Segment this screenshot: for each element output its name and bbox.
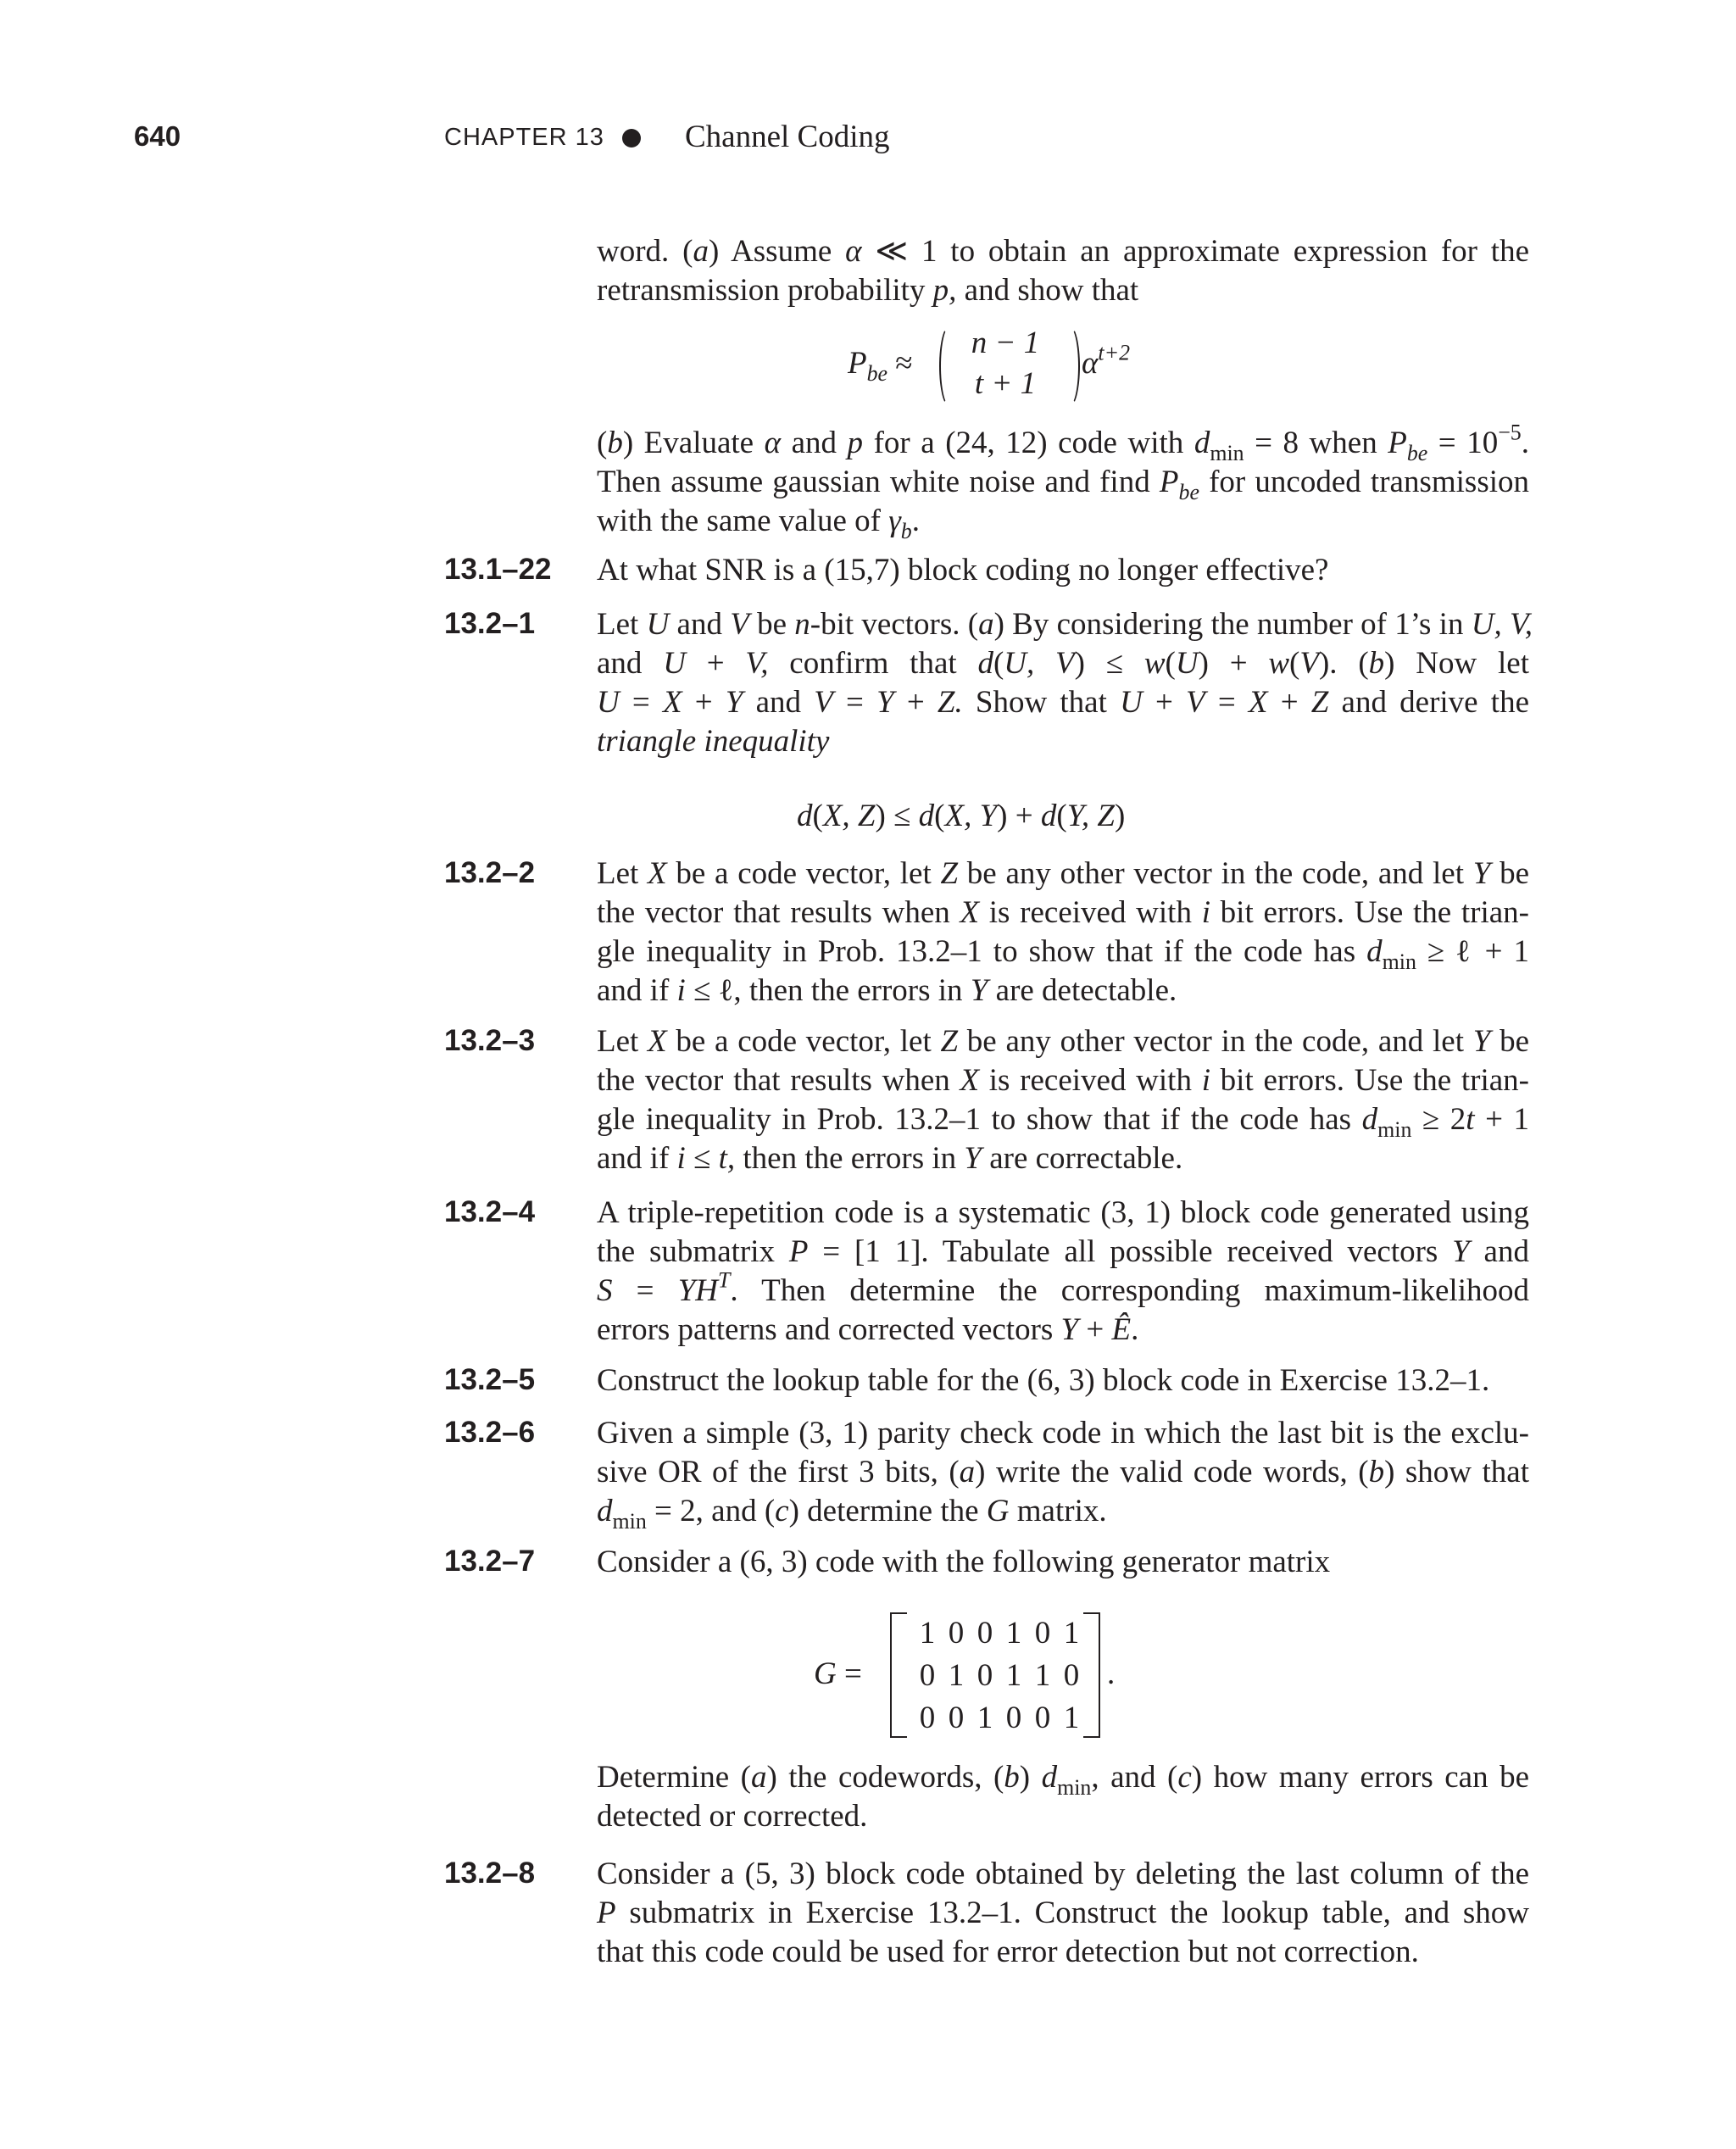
matrix-cell: 0: [919, 1658, 936, 1693]
matrix-cell: 0: [919, 1701, 936, 1735]
problem-number: 13.2–5: [444, 1363, 536, 1396]
problem-text: Consider a (5, 3) block code obtained by deleting the last column of the P submatrix in Exercise 13.2–1. Construct the lookup table, and show that this code could be used for error detection but not correction.: [597, 1857, 1529, 1969]
right-bracket: [1083, 1612, 1100, 1738]
generator-matrix: [814, 1607, 1170, 1743]
problem-text: Let X be a code vector, let Z be any other vector in the code, and let Y be the vector that results when X is received with i bit errors. Use the trian- gle inequality in Prob. 13.2–1 to show that if the code has $d_{min} \ge 2t + 1$ and if i ≤ t, then the errors in Y are correctable.: [597, 1024, 1530, 1176]
matrix-cell: 1: [1005, 1658, 1022, 1693]
chapter-label: CHAPTER 13: [444, 124, 604, 151]
problem-number: 13.2–6: [444, 1416, 536, 1449]
matrix-cell: 0: [976, 1616, 993, 1651]
binomial-equation: $P_{be}$ ≈ n − 1 t + 1 $\alpha^{t+2}$: [848, 319, 1204, 412]
matrix-cell: 1: [1063, 1701, 1080, 1735]
matrix-cell: 0: [948, 1616, 965, 1651]
matrix-cell: 0: [1034, 1701, 1051, 1735]
matrix-cell: 1: [1063, 1616, 1080, 1651]
problem-text: At what SNR is a (15,7) block coding no longer effective?: [597, 553, 1329, 587]
triangle-inequality-equation: d(X, Z) ≤ d(X, Y) + d(Y, Z): [797, 799, 1126, 833]
problem-number: 13.2–2: [444, 856, 536, 889]
left-bracket: [890, 1612, 907, 1738]
matrix-cell: 0: [1034, 1616, 1051, 1651]
problem-text: Let U and V be n-bit vectors. (a) By considering the number of 1’s in U, V, and U + V, confirm that d(U, V) ≤ w(U) + w(V). (b) Now let U = X + Y and V = Y + Z. Show that U + V = X + Z and derive the triangle inequality: [597, 607, 1533, 759]
problem-text: Given a simple (3, 1) parity check code in which the last bit is the exclu- sive OR of the first 3 bits, (a) write the valid code words, (b) show that $d_{min} = 2$, and (c) determine the G matrix.: [597, 1416, 1530, 1534]
matrix-cell: 1: [1034, 1658, 1051, 1693]
binomial-bottom: t + 1: [974, 366, 1037, 401]
problem-number: 13.1–22: [444, 553, 552, 586]
header-bullet: [622, 129, 641, 148]
problem-number: 13.2–8: [444, 1857, 536, 1890]
problem-text: A triple-repetition code is a systematic (3, 1) block code generated using the submatrix P = [1 1]. Tabulate all possible received vectors Y and $S = YH^T$. Then determine the corresponding maximum-likelihood errors patterns and corrected vectors Y + Ê.: [597, 1195, 1529, 1347]
matrix-period: .: [1107, 1656, 1116, 1691]
matrix-cell: 1: [948, 1658, 965, 1693]
matrix-label: G =: [814, 1656, 862, 1691]
chapter-title: Channel Coding: [685, 120, 890, 154]
problem-number: 13.2–7: [444, 1545, 536, 1578]
matrix-cell: 0: [976, 1658, 993, 1693]
problem-number: 13.2–3: [444, 1024, 536, 1057]
continued-paragraph: word. (a) Assume α ≪ 1 to obtain an approximate expression for the retransmission probability p, and show that: [597, 234, 1529, 308]
matrix-cell: 1: [1005, 1616, 1022, 1651]
problem-text: Construct the lookup table for the (6, 3) block code in Exercise 13.2–1.: [597, 1363, 1490, 1398]
problem-number: 13.2–4: [444, 1195, 536, 1228]
matrix-cell: 1: [976, 1701, 993, 1735]
problem-text: Determine (a) the codewords, (b) $d_{min}$, and (c) how many errors can be detected or corrected.: [597, 1760, 1529, 1834]
matrix-cell: 0: [1063, 1658, 1080, 1693]
part-b-paragraph: (b) Evaluate α and p for a (24, 12) code with $d_{min} = 8$ when $P_{be} = 10^{-5}$. Then assume gaussian white noise and find $P_{be}$ for uncoded transmission with the same value of $\gamma_b$.: [597, 420, 1529, 544]
matrix-cell: 1: [919, 1616, 936, 1651]
binomial-top: n − 1: [971, 326, 1040, 360]
matrix-cell: 0: [948, 1701, 965, 1735]
page-number: 640: [134, 120, 181, 152]
problem-text: Consider a (6, 3) code with the following generator matrix: [597, 1545, 1331, 1579]
matrix-cell: 0: [1005, 1701, 1022, 1735]
right-paren: [1060, 326, 1080, 407]
problem-number: 13.2–1: [444, 607, 536, 640]
problem-text: Let X be a code vector, let Z be any other vector in the code, and let Y be the vector that results when X is received with i bit errors. Use the trian- gle inequality in Prob. 13.2–1 to show that if the code has $d_{min}$ ≥ ℓ + 1 and if i ≤ ℓ, then the errors in Y are detectable.: [597, 856, 1530, 1008]
